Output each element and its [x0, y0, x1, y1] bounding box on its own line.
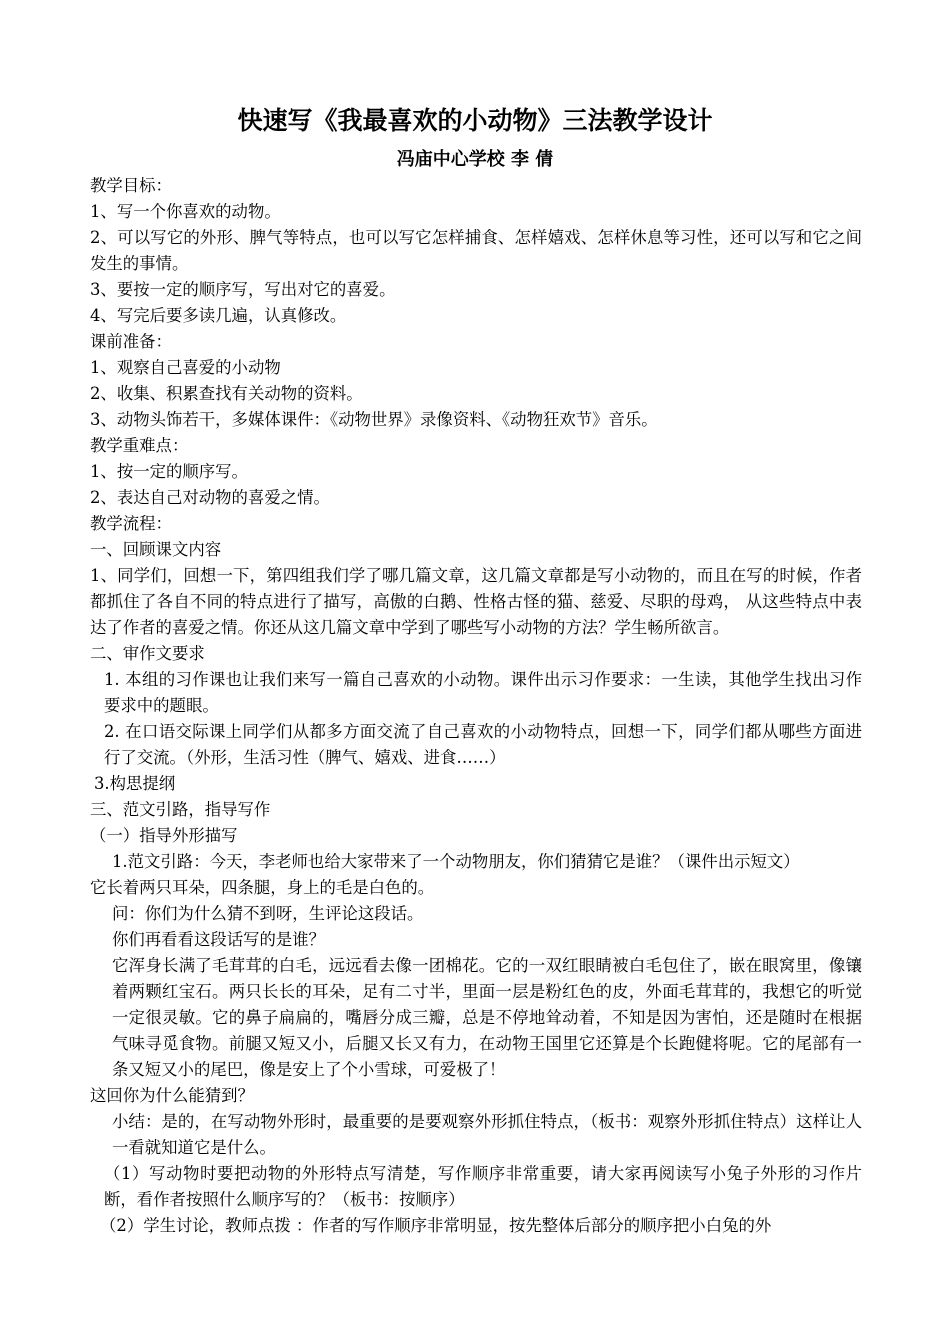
paragraph: 二、审作文要求: [90, 644, 205, 663]
paragraph: 4、写完后要多读几遍，认真修改。: [90, 306, 347, 325]
paragraph: （2）学生讨论，教师点拨 ：作者的写作顺序非常明显，按先整体后部分的顺序把小白兔的外: [100, 1216, 772, 1235]
paragraph: 2. 在口语交际课上同学们从都多方面交流了自己喜欢的小动物特点，回想一下，同学们都从哪些方面进行了交流。（外形，生活习性（脾气、嬉戏、进食……）: [104, 722, 862, 767]
paragraph: 小结：是的，在写动物外形时，最重要的是要观察外形抓住特点，（板书：观察外形抓住特点）这样让人一看就知道它是什么。: [112, 1112, 862, 1157]
paragraph: （一）指导外形描写: [90, 826, 238, 845]
paragraph: （1）写动物时要把动物的外形特点写清楚，写作顺序非常重要，请大家再阅读写小兔子外形的习作片断，看作者按照什么顺序写的？（板书：按顺序）: [104, 1164, 862, 1209]
paragraph: 2、表达自己对动物的喜爱之情。: [90, 488, 330, 507]
paragraph: 一、回顾课文内容: [90, 540, 222, 559]
paragraph: 三、范文引路，指导写作: [90, 800, 271, 819]
document-body: [90, 173, 862, 1239]
paragraph: 1.范文引路：今天，李老师也给大家带来了一个动物朋友，你们猜猜它是谁？（课件出示短文）: [112, 852, 800, 871]
paragraph: 问：你们为什么猜不到呀，生评论这段话。: [112, 904, 424, 923]
paragraph: 这回你为什么能猜到？: [90, 1086, 254, 1105]
paragraph: 3.构思提纲: [94, 774, 176, 793]
paragraph: 1、按一定的顺序写。: [90, 462, 248, 481]
paragraph: 3、动物头饰若干，多媒体课件：《动物世界》录像资料、《动物狂欢节》音乐。: [90, 410, 658, 429]
paragraph: 1、写一个你喜欢的动物。: [90, 202, 281, 221]
paragraph: 你们再看看这段话写的是谁？: [112, 930, 326, 949]
paragraph: 它长着两只耳朵，四条腿，身上的毛是白色的。: [90, 878, 435, 897]
paragraph: 教学目标：: [90, 176, 172, 195]
document-author: 冯庙中心学校 李 倩: [396, 149, 554, 170]
paragraph: 它浑身长满了毛茸茸的白毛，远远看去像一团棉花。它的一双红眼睛被白毛包住了，嵌在眼窝里，像镶着两颗红宝石。两只长长的耳朵，足有二寸半，里面一层是粉红色的皮，外面毛茸茸的，我想它的听觉一定很灵敏。它的鼻子扁扁的，嘴唇分成三瓣，总是不停地耸动着，不知是因为害怕，还是随时在根据气味寻觅食物。前腿又短又小，后腿又长又有力，在动物王国里它还算是个长跑健将呢。它的尾部有一条又短又小的尾巴，像是安上了个小雪球，可爱极了！: [112, 956, 862, 1079]
paragraph: 1. 本组的习作课也让我们来写一篇自己喜欢的小动物。课件出示习作要求：一生读，其他学生找出习作要求中的题眼。: [104, 670, 862, 715]
paragraph: 教学重难点：: [90, 436, 189, 455]
document-title: 快速写《我最喜欢的小动物》三法教学设计: [237, 106, 713, 135]
paragraph: 1、观察自己喜爱的小动物: [90, 358, 281, 377]
paragraph: 2、收集、积累查找有关动物的资料。: [90, 384, 363, 403]
paragraph: 课前准备：: [90, 332, 172, 351]
paragraph: 3、要按一定的顺序写，写出对它的喜爱。: [90, 280, 396, 299]
paragraph: 2、可以写它的外形、脾气等特点，也可以写它怎样捕食、怎样嬉戏、怎样休息等习性，还可以写和它之间发生的事情。: [90, 228, 862, 273]
paragraph: 1、同学们，回想一下，第四组我们学了哪几篇文章，这几篇文章都是写小动物的，而且在写的时候，作者都抓住了各自不同的特点进行了描写，高傲的白鹅、性格古怪的猫、慈爱、尽职的母鸡， 从这些特点中表达了作者的喜爱之情。你还从这几篇文章中学到了哪些写小动物的方法？学生畅所欲言。: [90, 566, 862, 637]
paragraph: 教学流程：: [90, 514, 172, 533]
